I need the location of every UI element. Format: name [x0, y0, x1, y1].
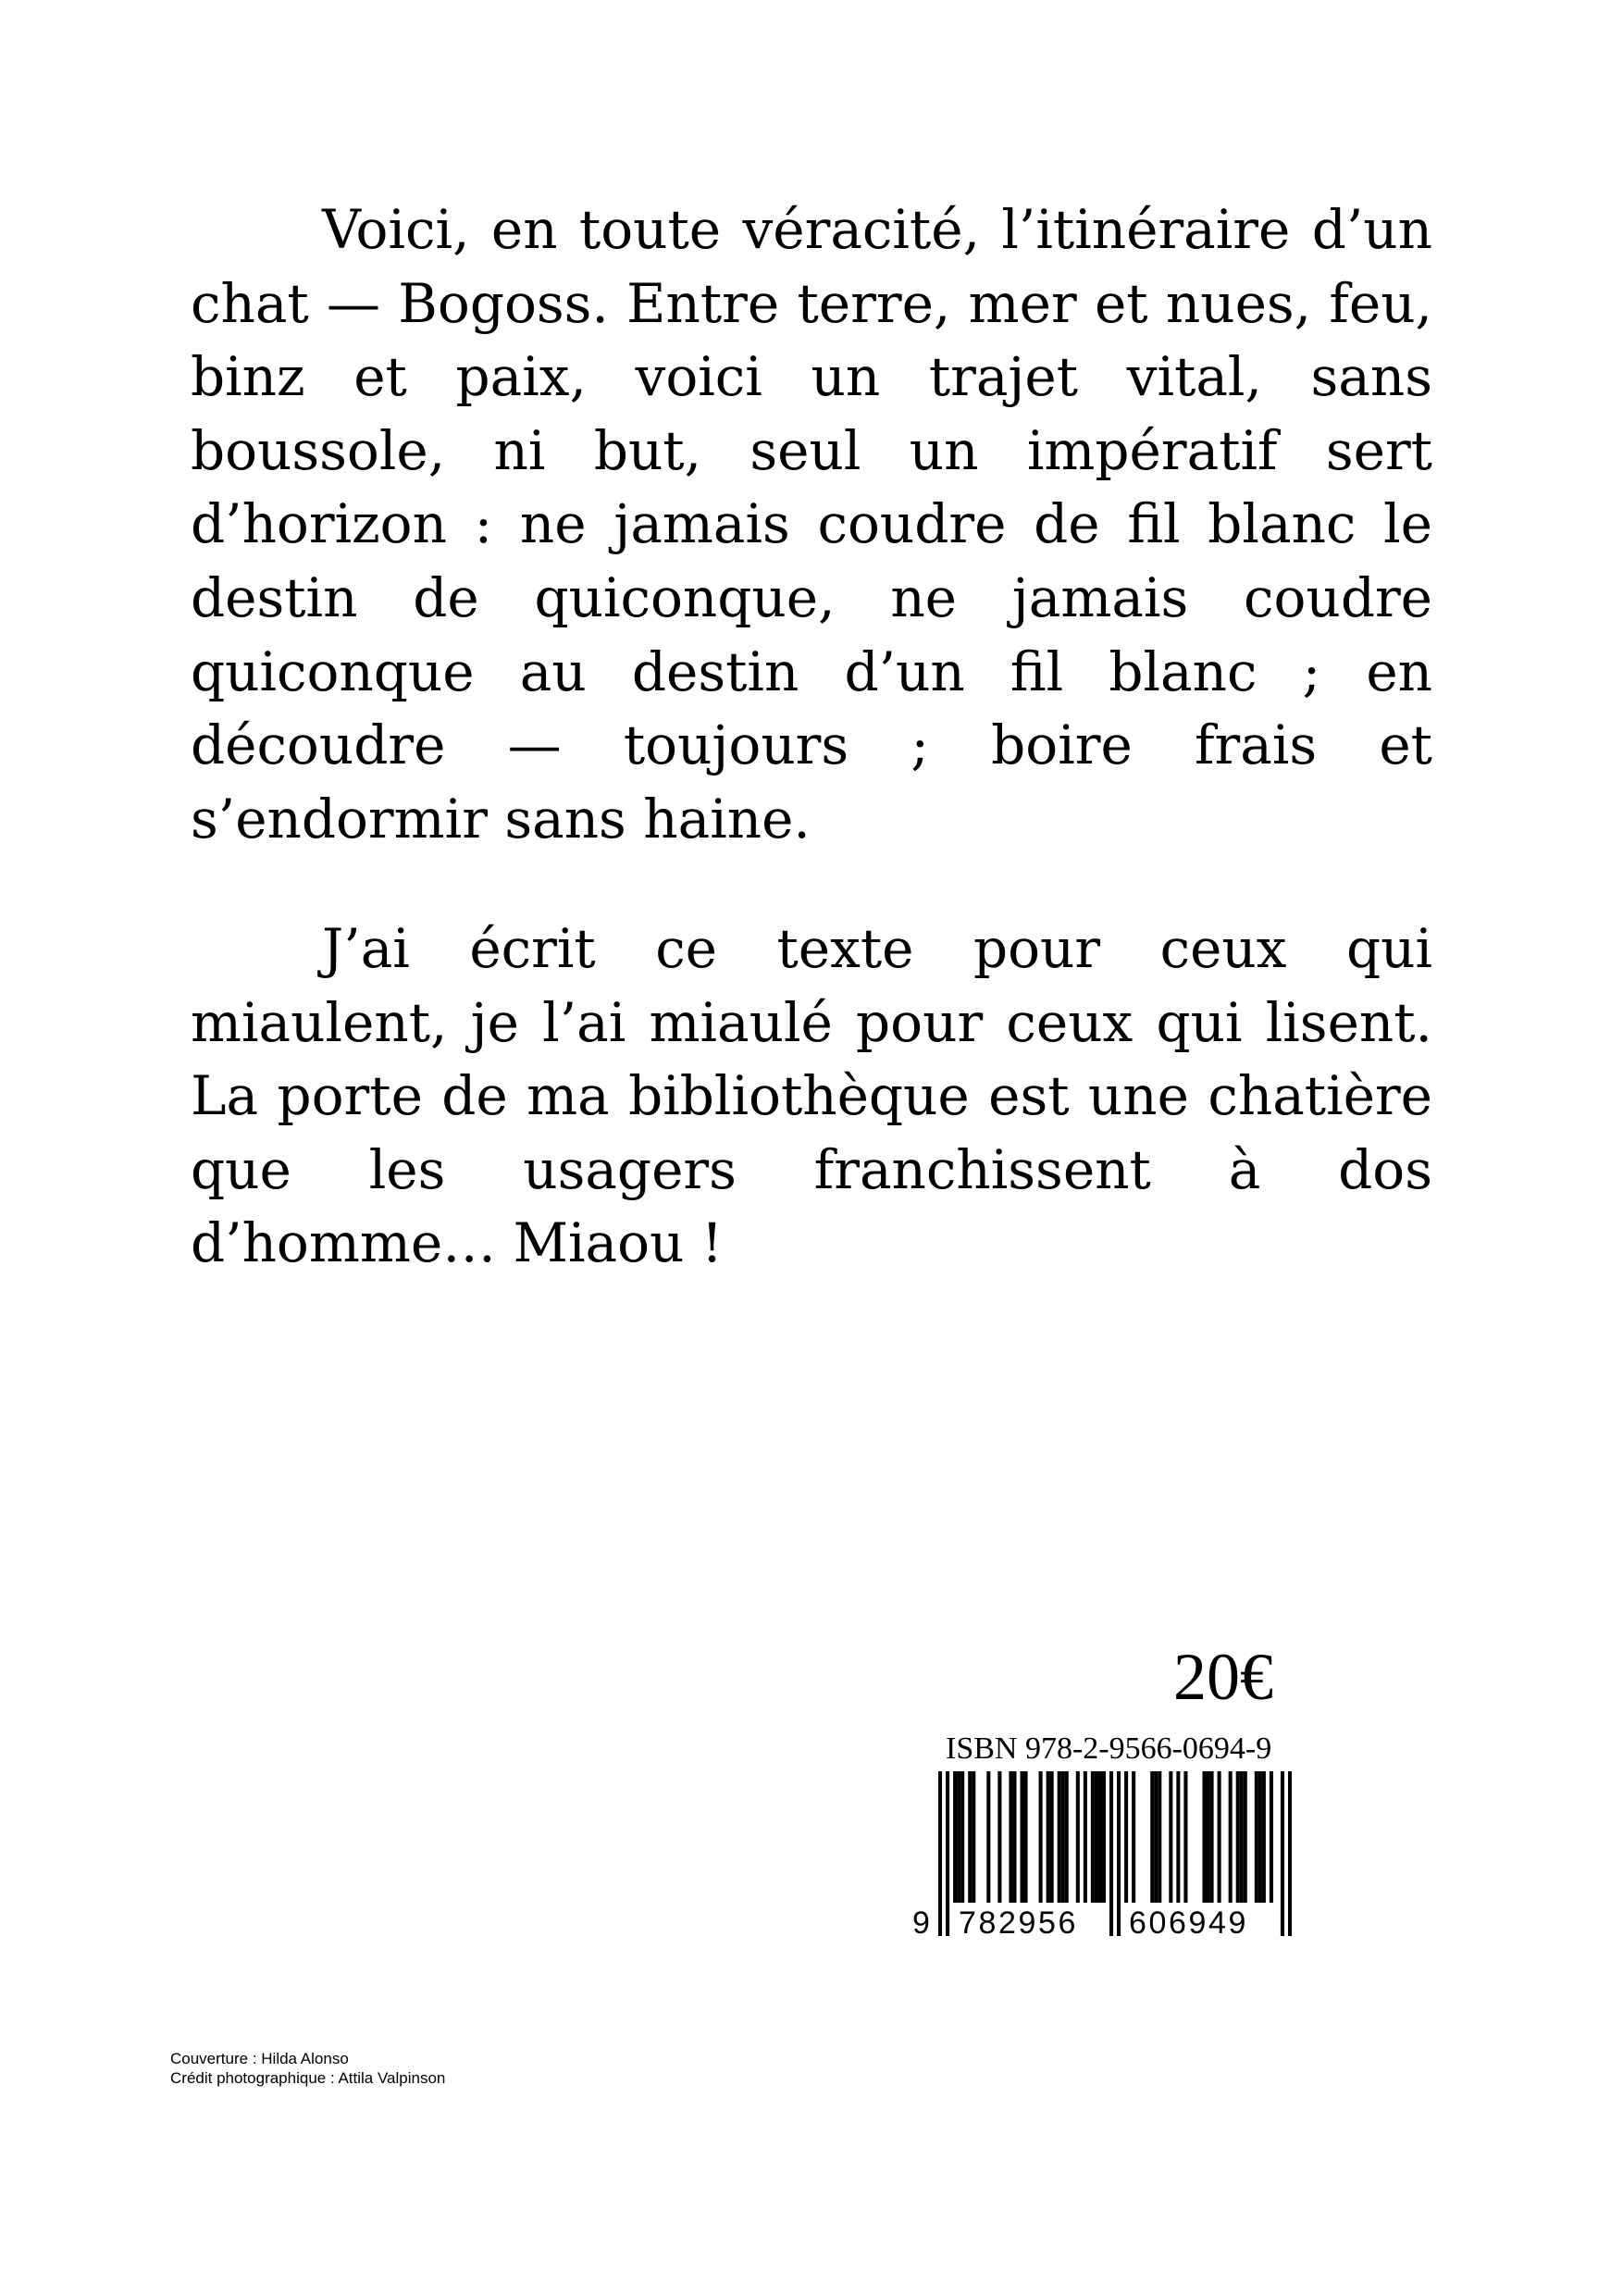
- barcode-bar: [1039, 1771, 1043, 1903]
- barcode-bar: [1102, 1771, 1106, 1903]
- isbn-label: ISBN 978-2-9566-0694-9: [946, 1731, 1272, 1766]
- barcode-bar: [1244, 1771, 1247, 1903]
- barcode-guard-bar: [1117, 1771, 1121, 1936]
- barcode-bar: [1050, 1771, 1054, 1903]
- barcode-bar: [1012, 1771, 1016, 1903]
- barcode-digits-right: 606949: [1129, 1905, 1249, 1941]
- barcode-bar: [1258, 1771, 1262, 1903]
- barcode-bar: [1183, 1771, 1187, 1903]
- barcode-bar: [1176, 1771, 1180, 1903]
- barcode-bar: [1132, 1771, 1135, 1903]
- paragraph-text: J’ai écrit ce texte pour ceux qui miaulent, je l’ai miaulé pour ceux qui lisent. La porte de ma bibliothèque est une chatière que les usagers franchissent à dos d’homme… Miaou !: [191, 917, 1432, 1275]
- barcode-bar: [1218, 1771, 1221, 1903]
- barcode-bar: [1061, 1771, 1065, 1903]
- barcode-bar: [986, 1771, 990, 1903]
- back-cover-paragraph-2: [191, 912, 1432, 1281]
- barcode-bar: [1058, 1771, 1061, 1903]
- barcode-bar: [1124, 1771, 1128, 1903]
- barcode-bar: [1262, 1771, 1266, 1903]
- barcode-guard-bar: [1281, 1771, 1284, 1936]
- barcode-bar: [1095, 1771, 1098, 1903]
- barcode-bar: [1240, 1771, 1244, 1903]
- barcode-bar: [1020, 1771, 1023, 1903]
- barcode-bar: [1009, 1771, 1012, 1903]
- barcode-guard-bar: [1109, 1771, 1113, 1936]
- barcode-bar: [1023, 1771, 1027, 1903]
- barcode-bar: [1202, 1771, 1206, 1903]
- barcode-bar: [1047, 1771, 1050, 1903]
- paragraph-text: Voici, en toute véracité, l’itinéraire d’un chat — Bogoss. Entre terre, mer et nues, feu, binz et paix, voici un trajet vital, sans boussole, ni but, seul un impératif sert d’horizon : ne jamais coudre de fil blanc le destin de quiconque, ne jamais coudre quiconque au destin d’un fil blanc ; en découdre — toujours ; boire frais et s’endormir sans haine.: [191, 198, 1432, 850]
- barcode-bar: [972, 1771, 975, 1903]
- barcode-bar: [1169, 1771, 1172, 1903]
- back-cover-paragraph-1: [191, 193, 1432, 856]
- barcode-bar: [1065, 1771, 1069, 1903]
- barcode-guard-bar: [946, 1771, 949, 1936]
- barcode-digit-first: 9: [912, 1905, 930, 1941]
- barcode-bar: [1154, 1771, 1158, 1903]
- barcode-guard-bar: [1288, 1771, 1292, 1936]
- barcode-bar: [1255, 1771, 1258, 1903]
- barcode-bar: [1091, 1771, 1095, 1903]
- barcode-bar: [953, 1771, 957, 1903]
- barcode-bar: [1229, 1771, 1233, 1903]
- barcode-bar: [1207, 1771, 1210, 1903]
- photo-credit: Crédit photographique : Attila Valpinson: [170, 2069, 446, 2087]
- barcode-guard-bar: [938, 1771, 942, 1936]
- barcode-bar: [1076, 1771, 1080, 1903]
- barcode-bar: [968, 1771, 972, 1903]
- barcode-bar: [1210, 1771, 1214, 1903]
- barcode-bar: [1270, 1771, 1273, 1903]
- barcode-bar: [1098, 1771, 1102, 1903]
- cover-credit: Couverture : Hilda Alonso: [170, 2050, 349, 2067]
- barcode-bar: [957, 1771, 960, 1903]
- price-label: 20€: [1173, 1640, 1273, 1714]
- barcode-bar: [1150, 1771, 1154, 1903]
- barcode-digits-left: 782956: [959, 1905, 1079, 1941]
- barcode-bar: [1084, 1771, 1087, 1903]
- credits: [170, 2049, 445, 2088]
- barcode-bar: [1158, 1771, 1161, 1903]
- barcode-bar: [1236, 1771, 1240, 1903]
- barcode-bar: [960, 1771, 964, 1903]
- barcode-bar: [997, 1771, 1001, 1903]
